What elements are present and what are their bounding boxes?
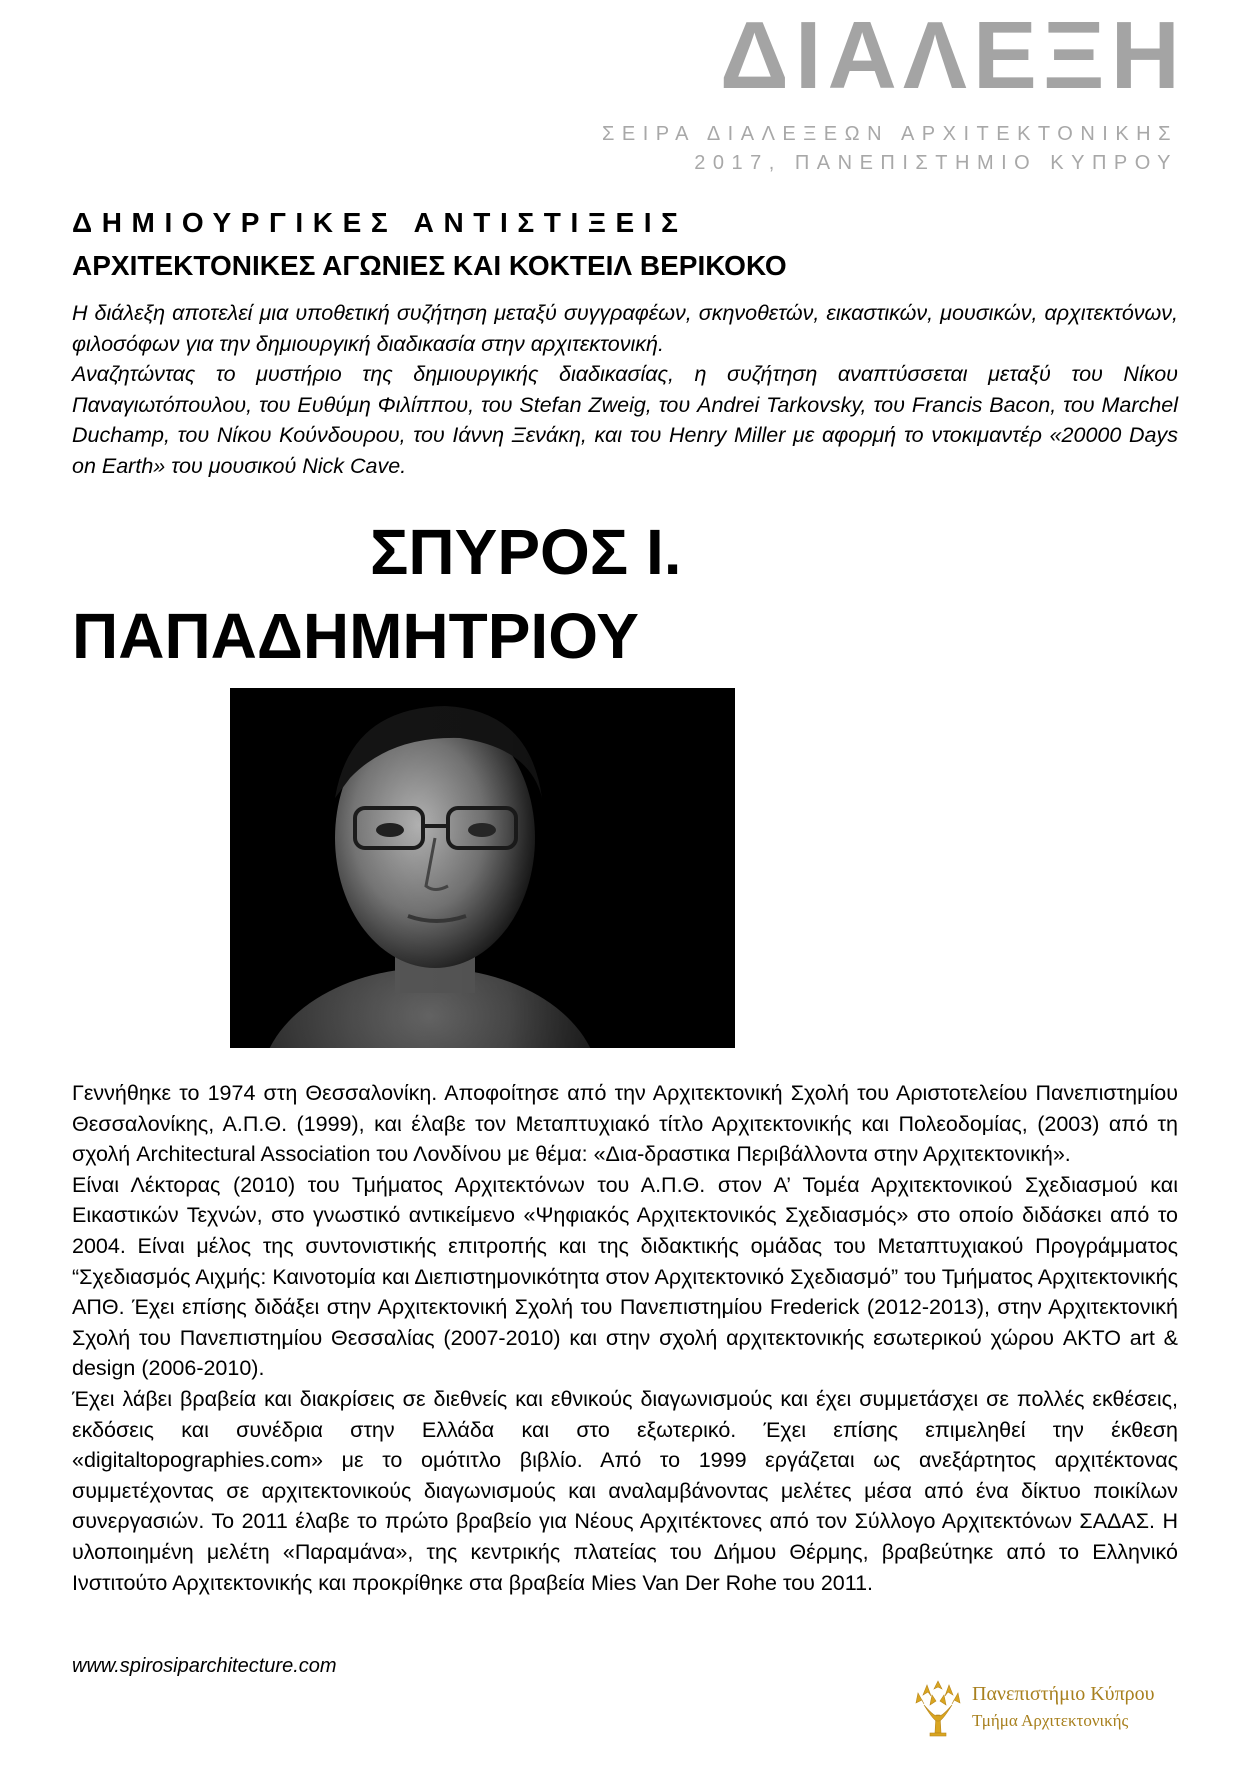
abstract-paragraph: Αναζητώντας το μυστήριο της δημιουργικής διαδικασίας, η συζήτηση αναπτύσσεται μεταξύ του Νίκου Παναγιωτόπουλου, του Ευθύμη Φιλίππου, του Stefan Zweig, του Andrei Tarkovsky, του Francis Bacon, του Marchel Duchamp, του Νίκου Κούνδουρου, του Ιάννη Ξενάκη, και του Henry Miller με αφορμή το ντοκιμαντέρ «20000 Days on Earth» του μουσικού Nick Cave.	[72, 362, 1178, 478]
lecture-subtitle: ΑΡΧΙΤΕΚΤΟΝΙΚΕΣ ΑΓΩΝΙΕΣ ΚΑΙ ΚΟΚΤΕΙΛ ΒΕΡΙΚΟΚΟ	[72, 250, 787, 281]
series-subtitle: ΣΕΙΡΑ ΔΙΑΛΕΞΕΩΝ ΑΡΧΙΤΕΚΤΟΝΙΚΗΣ	[602, 123, 1178, 145]
speaker-first-name: ΣΠΥΡΟΣ Ι.	[370, 516, 682, 588]
university-name: Πανεπιστήμιο Κύπρου	[972, 1683, 1155, 1705]
bio-paragraph: Είναι Λέκτορας (2010) του Τμήματος Αρχιτεκτόνων του Α.Π.Θ. στον Α’ Τομέα Αρχιτεκτονικού Σχεδιασμού και Εικαστικών Τεχνών, στο γνωστικό αντικείμενο «Ψηφιακός Αρχιτεκτονικός Σχεδιασμός» στο οποίο διδάσκει από το 2004. Είναι μέλος της συντονιστικής επιτροπής και της διδακτικής ομάδας του Μεταπτυχιακού Προγράμματος “Σχεδιασμός Αιχμής: Καινοτομία και Διεπιστημονικότητα στον Αρχιτεκτονικό Σχεδιασμό” του Τμήματος Αρχιτεκτονικής ΑΠΘ. Έχει επίσης διδάξει στην Αρχιτεκτονική Σχολή του Πανεπιστημίου Frederick (2012-2013), στην Αρχιτεκτονική Σχολή του Πανεπιστημίου Θεσσαλίας (2007-2010) και στην σχολή αρχιτεκτονικής εσωτερικού χώρου AKTO art & design (2006-2010).	[72, 1172, 1178, 1381]
tree-logo-icon	[912, 1675, 964, 1739]
series-year-university: 2017, ΠΑΝΕΠΙΣΤΗΜΙΟ ΚΥΠΡΟΥ	[694, 152, 1178, 174]
lecture-series-title: ΔΙΑΛΕΞΗ	[719, 2, 1186, 109]
bio-paragraph: Γεννήθηκε το 1974 στη Θεσσαλονίκη. Αποφοίτησε από την Αρχιτεκτονική Σχολή του Αριστοτελείου Πανεπιστημίου Θεσσαλονίκης, Α.Π.Θ. (1999), και έλαβε τον Μεταπτυχιακό τίτλο Αρχιτεκτονικής και Πολεοδομίας, (2003) από τη σχολή Architectural Association του Λονδίνου με θέμα: «Δια-δραστικα Περιβάλλοντα στην Αρχιτεκτονική».	[72, 1081, 1178, 1167]
speaker-bio	[72, 1078, 1178, 1598]
portrait-photo-icon	[230, 688, 735, 1048]
speaker-last-name: ΠΑΠΑΔΗΜΗΤΡΙΟΥ	[72, 600, 639, 672]
bio-paragraph: Έχει λάβει βραβεία και διακρίσεις σε διεθνείς και εθνικούς διαγωνισμούς και έχει συμμετάσχει σε πολλές εκθέσεις, εκδόσεις και συνέδρια στην Ελλάδα και στο εξωτερικό. Έχει επίσης επιμεληθεί την έκθεση «digitaltopographies.com» με το ομότιτλο βιβλίο. Από το 1999 εργάζεται ως ανεξάρτητος αρχιτέκτονας συμμετέχοντας σε αρχιτεκτονικούς διαγωνισμούς και αναλαμβάνοντας μελέτες μέσα από ένα δίκτυο ποικίλων συνεργασιών. Το 2011 έλαβε το πρώτο βραβείο για Νέους Αρχιτέκτονες από τον Σύλλογο Αρχιτεκτόνων ΣΑΔΑΣ. Η υλοποιημένη μελέτη «Παραμάνα», της κεντρικής πλατείας του Δήμου Θέρμης, βραβεύτηκε από το Ελληνικό Ινστιτούτο Αρχιτεκτονικής και προκρίθηκε στα βραβεία Mies Van Der Rohe του 2011.	[72, 1386, 1178, 1595]
university-logo	[912, 1675, 1155, 1739]
lecture-abstract	[72, 298, 1178, 481]
abstract-paragraph: Η διάλεξη αποτελεί μια υποθετική συζήτηση μεταξύ συγγραφέων, σκηνοθετών, εικαστικών, μουσικών, αρχιτεκτόνων, φιλοσόφων για την δημιουργική διαδικασία στην αρχιτεκτονική.	[72, 301, 1178, 356]
department-name: Τμήμα Αρχιτεκτονικής	[972, 1711, 1129, 1730]
speaker-portrait-photo	[230, 688, 735, 1048]
speaker-website-link[interactable]: www.spirosiparchitecture.com	[72, 1655, 337, 1677]
lecture-title: ΔΗΜΙΟΥΡΓΙΚΕΣ ΑΝΤΙΣΤΙΞΕΙΣ	[72, 207, 688, 238]
